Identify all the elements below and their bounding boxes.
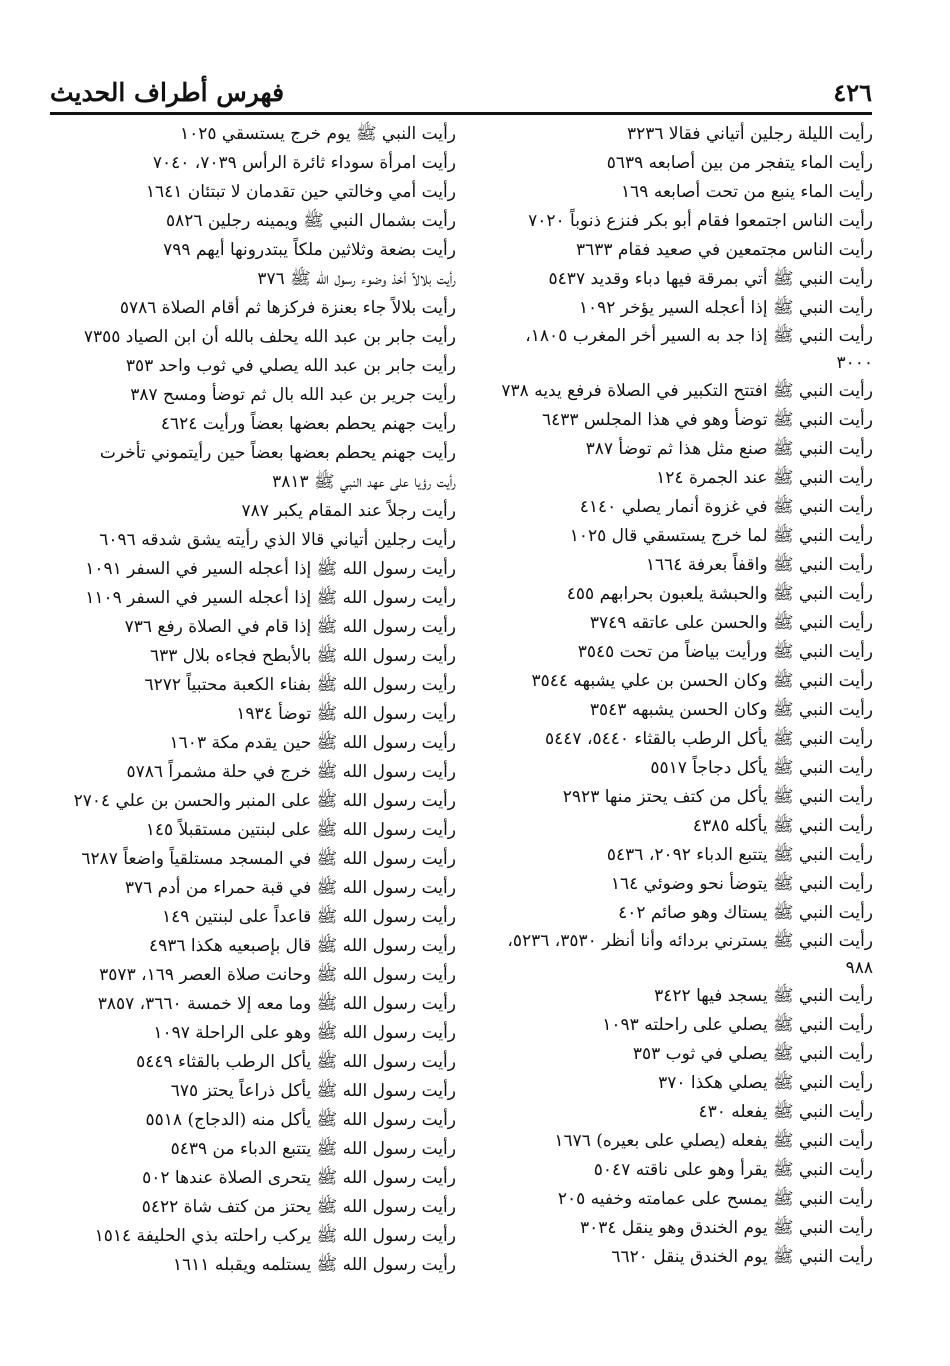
index-entry: رأيت النبي ﷺ يمسح على عمامته وخفيه ٢٠٥ (557, 1189, 873, 1209)
index-entry: رأيت أمي وخالتي حين تقدمان لا تبتئان ١٦٤١ (145, 182, 456, 202)
index-entry: رأيت النبي ﷺ يأكل من كتف يحتز منها ٢٩٢٣ (562, 787, 873, 807)
right-column (484, 120, 879, 1272)
index-entry: رأيت النبي ﷺ إذا جد به السير أخر المغرب ١٨٠٥، ٣٠٠٠ (525, 326, 873, 373)
index-entry: رأيت رسول الله ﷺ بالأبطح فجاءه بلال ٦٣٣ (149, 646, 456, 666)
header-rule (50, 112, 872, 115)
index-entry: رأيت رسول الله ﷺ يتتبع الدباء من ٥٤٣٩ (170, 1139, 456, 1159)
index-entry: رأيت النبي ﷺ يتتبع الدباء ٢٠٩٢، ٥٤٣٦ (606, 845, 873, 865)
index-entry: رأيت رسول الله ﷺ يحتز من كتف شاة ٥٤٢٢ (141, 1197, 456, 1217)
index-entry: رأيت رسول الله ﷺ وما معه إلا خمسة ٣٦٦٠، ٣٨٥٧ (97, 994, 456, 1014)
index-entry: رأيت النبي ﷺ صنع مثل هذا ثم توضأ ٣٨٧ (585, 439, 873, 459)
index-entry: رأيت جهنم يحطم بعضها بعضاً ورأيت ٤٦٢٤ (160, 414, 456, 434)
index-entry: رأيت بضعة وثلاثين ملكاً يبتدرونها أيهم ٧٩٩ (163, 240, 456, 260)
index-entry: رأيت رجلين أتياني قالا الذي رأيته يشق شدقه ٦٠٩٦ (99, 530, 456, 550)
index-entry: رأيت النبي ﷺ يفعله ٤٣٠ (698, 1102, 873, 1122)
index-entry: رأيت النبي ﷺ والحسن على عاتقه ٣٧٤٩ (589, 613, 873, 633)
index-entry: رأيت النبي ﷺ واقفاً بعرفة ١٦٦٤ (645, 555, 873, 575)
index-entry: رأيت جابر بن عبد الله يصلي في ثوب واحد ٣٥٣ (125, 356, 456, 376)
index-entry: رأيت رسول الله ﷺ يركب راحلته بذي الحليفة ١٥١٤ (94, 1226, 456, 1246)
index-entry: رأيت النبي ﷺ وكان الحسن بن علي يشبهه ٣٥٤٤ (531, 671, 873, 691)
index-entry: رأيت جابر بن عبد الله يحلف بالله أن ابن الصياد ٧٣٥٥ (83, 327, 456, 347)
index-entry: رأيت جرير بن عبد الله بال ثم توضأ ومسح ٣٨٧ (130, 385, 456, 405)
index-entry: رأيت النبي ﷺ يستاك وهو صائم ٤٠٢ (618, 903, 873, 923)
index-entry: رأيت النبي ﷺ في غزوة أنمار يصلي ٤١٤٠ (579, 497, 873, 517)
index-entry: رأيت رسول الله ﷺ إذا أعجله السير في السفر ١٠٩١ (85, 559, 456, 579)
running-title: فهرس أطراف الحديث (50, 77, 285, 107)
index-entry: رأيت رسول الله ﷺ على المنبر والحسن بن علي ٢٧٠٤ (73, 791, 456, 811)
index-entry: رأيت رسول الله ﷺ خرج في حلة مشمراً ٥٧٨٦ (126, 762, 456, 782)
index-entry: رأيت الليلة رجلين أتياني فقالا ٣٢٣٦ (627, 124, 873, 144)
index-entry: رأيت الماء يتفجر من بين أصابعه ٥٦٣٩ (606, 153, 873, 173)
index-entry: رأيت رسول الله ﷺ توضأ ١٩٣٤ (236, 704, 456, 724)
index-entry: رأيت الماء ينبع من تحت أصابعه ١٦٩ (621, 182, 873, 202)
index-entry: رأيت النبي ﷺ يفعله (يصلي على بعيره) ١٦٧٦ (554, 1131, 873, 1151)
index-entry: رأيت النبي ﷺ يوم الخندق وهو ينقل ٣٠٣٤ (579, 1218, 873, 1238)
index-entry: رأيت بلالاً جاء بعنزة فركزها ثم أقام الصلاة ٥٧٨٦ (119, 298, 456, 318)
index-entry: رأيت النبي ﷺ يقرأ وهو على ناقته ٥٠٤٧ (593, 1160, 873, 1180)
page-number: ٤٢٦ (833, 77, 872, 107)
index-entry: رأيت رسول الله ﷺ يأكل منه (الدجاج) ٥٥١٨ (145, 1110, 456, 1130)
index-entry: رأيت النبي ﷺ يصلي في ثوب ٣٥٣ (632, 1044, 873, 1064)
index-entry: رأيت النبي ﷺ يصلي على راحلته ١٠٩٣ (602, 1015, 873, 1035)
index-entry: رأيت رسول الله ﷺ يأكل الرطب بالقثاء ٥٤٤٩ (136, 1052, 456, 1072)
index-entry: رأيت امرأة سوداء ثائرة الرأس ٧٠٣٩، ٧٠٤٠ (152, 153, 456, 173)
index-entry: رأيت رسول الله ﷺ يستلمه ويقبله ١٦١١ (172, 1255, 456, 1275)
index-entry: رأيت بلالاً أخذ وضوء رسول الله ﷺ ٣٧٦ (257, 269, 456, 289)
index-entry: رأيت رسول الله ﷺ على لبنتين مستقبلاً ١٤٥ (145, 820, 456, 840)
index-entry: رأيت النبي ﷺ يتوضأ نحو وضوئي ١٦٤ (610, 874, 873, 894)
index-entry: رأيت رسول الله ﷺ يتحرى الصلاة عندها ٥٠٢ (142, 1168, 456, 1188)
index-entry: رأيت النبي ﷺ أتي بمرقة فيها دباء وقديد ٥٤٣٧ (548, 269, 873, 289)
index-entry: رأيت النبي ﷺ عند الجمرة ١٢٤ (656, 468, 873, 488)
index-entry: رأيت النبي ﷺ يصلي هكذا ٣٧٠ (658, 1073, 873, 1093)
index-entry: رأيت النبي ﷺ إذا أعجله السير يؤخر ١٠٩٢ (578, 298, 873, 318)
index-entry: رأيت النبي ﷺ يسترني بردائه وأنا أنظر ٣٥٣٠، ٥٢٣٦، ٩٨٨ (507, 931, 873, 978)
index-entry: رأيت النبي ﷺ ورأيت بياضاً من تحت ٣٥٤٥ (577, 642, 873, 662)
index-entry: رأيت النبي ﷺ افتتح التكبير في الصلاة فرفع يديه ٧٣٨ (501, 381, 873, 401)
index-entry: رأيت النبي ﷺ يوم الخندق ينقل ٦٦٢٠ (611, 1247, 873, 1267)
index-entry: رأيت رسول الله ﷺ في قبة حمراء من أدم ٣٧٦ (124, 878, 456, 898)
index-entry: رأيت بشمال النبي ﷺ ويمينه رجلين ٥٨٢٦ (166, 211, 456, 231)
index-entry: رأيت جهنم يحطم بعضها بعضاً حين رأيتموني تأخرت (99, 443, 456, 463)
index-entry: رأيت رجلاً عند المقام يكبر ٧٨٧ (241, 501, 456, 521)
index-entry: رأيت النبي ﷺ وكان الحسن يشبهه ٣٥٤٣ (589, 700, 873, 720)
index-entry: رأيت النبي ﷺ يأكل الرطب بالقثاء ٥٤٤٠، ٥٤٤٧ (545, 729, 873, 749)
index-entry: رأيت الناس مجتمعين في صعيد فقام ٣٦٣٣ (575, 240, 873, 260)
index-entry: رأيت رسول الله ﷺ قاعداً على لبنتين ١٤٩ (161, 907, 456, 927)
left-column (40, 120, 456, 1280)
index-entry: رأيت النبي ﷺ يأكله ٤٣٨٥ (692, 816, 873, 836)
index-entry: رأيت الناس اجتمعوا فقام أبو بكر فنزع ذنوباً ٧٠٢٠ (528, 211, 873, 231)
page-header (50, 72, 872, 112)
index-entry: رأيت رسول الله ﷺ قال بإصبعيه هكذا ٤٩٣٦ (148, 936, 456, 956)
index-entry: رأيت رسول الله ﷺ إذا قام في الصلاة رفع ٧٣٦ (124, 617, 456, 637)
index-entry: رأيت النبي ﷺ توضأ وهو في هذا المجلس ٦٤٣٣ (542, 410, 873, 430)
index-entry: رأيت رسول الله ﷺ إذا أعجله السير في السفر ١١٠٩ (85, 588, 456, 608)
index-entry: رأيت رؤيا على عهد النبي ﷺ ٣٨١٣ (272, 472, 456, 492)
index-entry: رأيت رسول الله ﷺ حين يقدم مكة ١٦٠٣ (169, 733, 456, 753)
index-entry: رأيت رسول الله ﷺ يأكل ذراعاً يحتز ٦٧٥ (170, 1081, 456, 1101)
index-entry: رأيت رسول الله ﷺ وحانت صلاة العصر ١٦٩، ٣٥٧٣ (99, 965, 456, 985)
index-entry: رأيت النبي ﷺ يأكل دجاجاً ٥٥١٧ (650, 758, 873, 778)
index-entry: رأيت رسول الله ﷺ في المسجد مستلقياً واضعاً ٦٢٨٧ (81, 849, 456, 869)
index-entry: رأيت النبي ﷺ يوم خرج يستسقي ١٠٢٥ (179, 124, 456, 144)
index-entry: رأيت النبي ﷺ والحبشة يلعبون بحرابهم ٤٥٥ (566, 584, 873, 604)
index-entry: رأيت رسول الله ﷺ بفناء الكعبة محتبياً ٦٢٧٢ (144, 675, 456, 695)
index-entry: رأيت النبي ﷺ لما خرج يستسقي قال ١٠٢٥ (569, 526, 873, 546)
index-entry: رأيت رسول الله ﷺ وهو على الراحلة ١٠٩٧ (153, 1023, 456, 1043)
index-entry: رأيت النبي ﷺ يسجد فيها ٣٤٢٢ (654, 986, 873, 1006)
